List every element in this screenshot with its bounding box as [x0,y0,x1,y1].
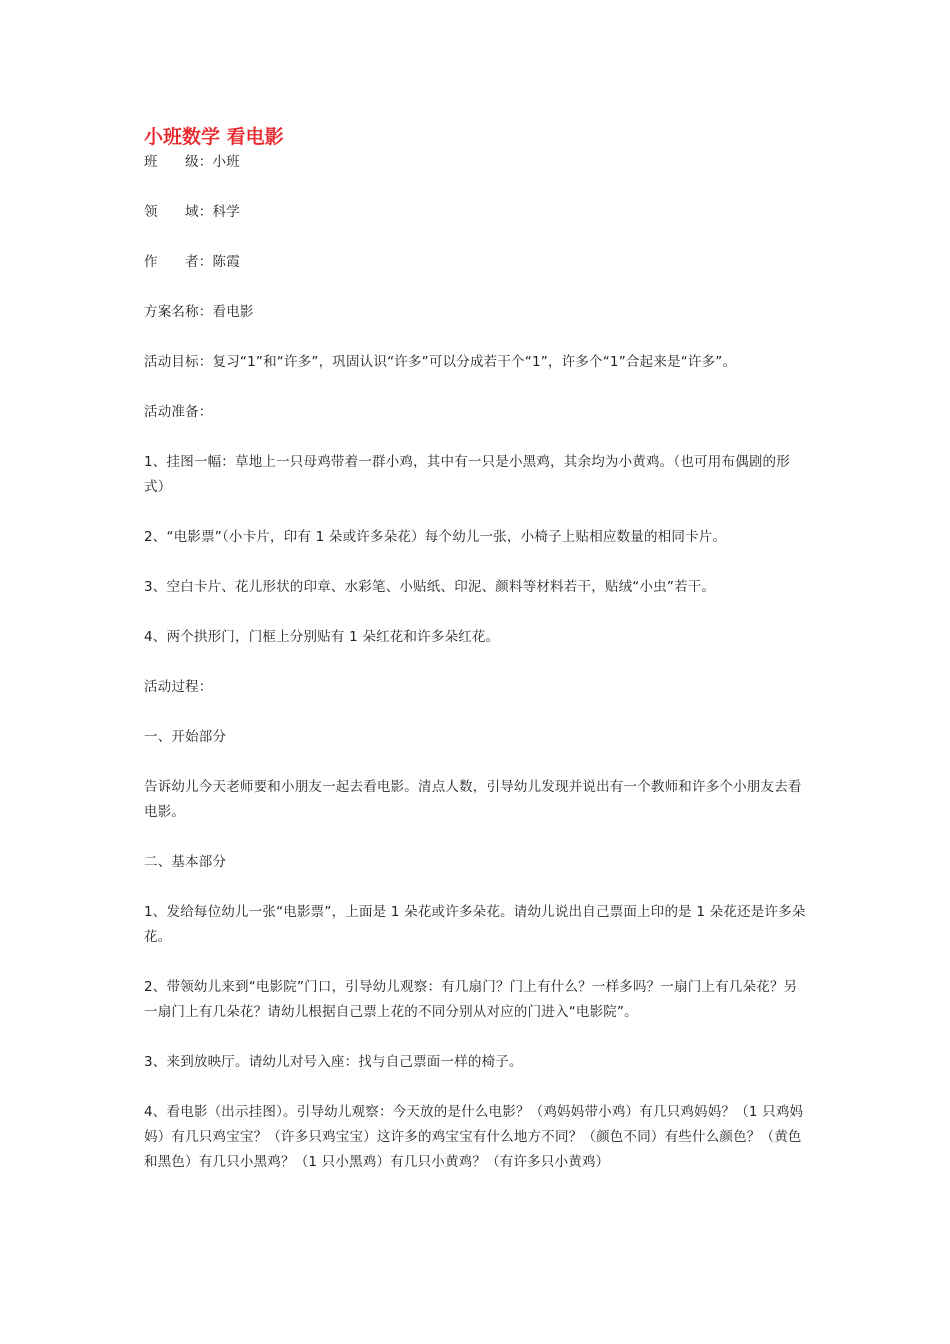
part2-heading: 二、基本部分 [144,854,227,870]
process-heading: 活动过程： [144,679,213,695]
document-page [144,124,808,1175]
activity-goal: 活动目标：复习“1”和“许多”，巩固认识“许多”可以分成若干个“1”，许多个“1”合起来是“许多”。 [144,354,737,370]
prep-item-2: 2、“电影票”（小卡片，印有 1 朵或许多朵花）每个幼儿一张，小椅子上贴相应数量的相同卡片。 [144,529,727,545]
part1-heading: 一、开始部分 [144,729,227,745]
document-title: 小班数学 看电影 [144,126,284,148]
part2-item-2: 2、带领幼儿来到“电影院”门口，引导幼儿观察：有几扇门？门上有什么？一样多吗？一扇门上有几朵花？另一扇门上有几朵花？请幼儿根据自己票上花的不同分别从对应的门进入“电影院”。 [144,979,798,1020]
part2-item-4: 4、看电影（出示挂图）。引导幼儿观察：今天放的是什么电影？（鸡妈妈带小鸡）有几只鸡妈妈？（1 只鸡妈妈）有几只鸡宝宝？（许多只鸡宝宝）这许多的鸡宝宝有什么地方不同？（颜色不同）有些什么颜色？（黄色和黑色）有几只小黑鸡？（1 只小黑鸡）有几只小黄鸡？（有许多只小黄鸡） [144,1104,804,1170]
part2-item-1: 1、发给每位幼儿一张“电影票”，上面是 1 朵花或许多朵花。请幼儿说出自己票面上印的是 1 朵花还是许多朵花。 [144,904,806,945]
prep-item-4: 4、两个拱形门，门框上分别贴有 1 朵红花和许多朵红花。 [144,629,500,645]
part2-item-3: 3、来到放映厅。请幼儿对号入座：找与自己票面一样的椅子。 [144,1054,523,1070]
prep-item-3: 3、空白卡片、花儿形状的印章、水彩笔、小贴纸、印泥、颜料等材料若干，贴绒“小虫”若干。 [144,579,716,595]
meta-plan-name: 方案名称：看电影 [144,304,254,320]
meta-author: 作 者：陈霞 [144,254,240,270]
part1-text: 告诉幼儿今天老师要和小朋友一起去看电影。清点人数，引导幼儿发现并说出有一个教师和许多个小朋友去看电影。 [144,779,802,820]
meta-field: 领 域：科学 [144,204,240,220]
prep-heading: 活动准备： [144,404,213,420]
prep-item-1: 1、挂图一幅：草地上一只母鸡带着一群小鸡，其中有一只是小黑鸡，其余均为小黄鸡。（也可用布偶剧的形式） [144,454,790,495]
meta-class: 班 级：小班 [144,154,240,170]
